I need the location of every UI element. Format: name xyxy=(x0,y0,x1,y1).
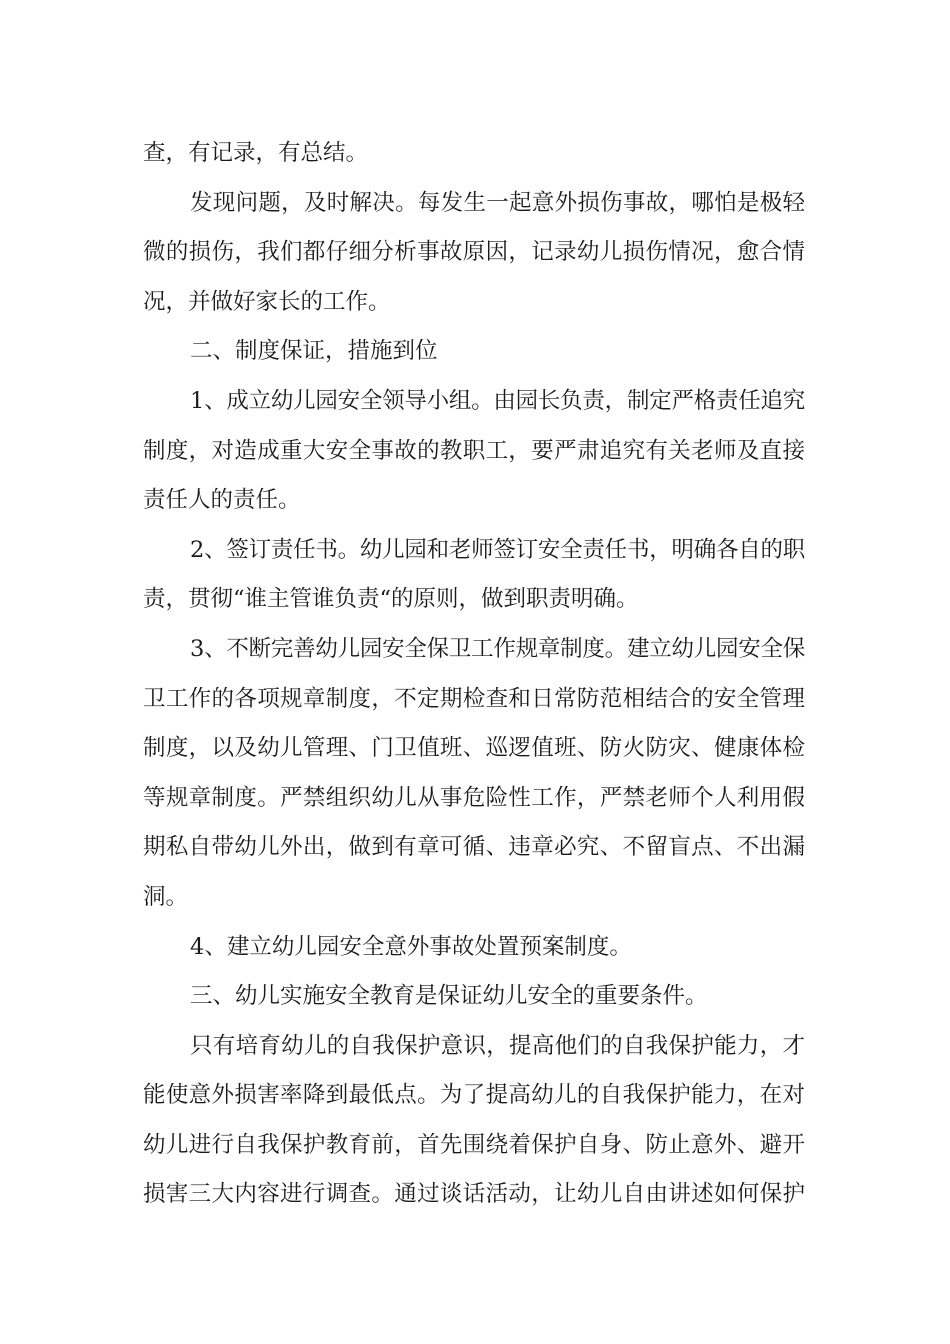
text-line: 2、签订责任书。幼儿园和老师签订安全责任书，明确各自的职 xyxy=(190,536,805,563)
text-line: 等规章制度。严禁组织幼儿从事危险性工作，严禁老师个人利用假 xyxy=(143,784,805,811)
text-line: 微的损伤，我们都仔细分析事故原因，记录幼儿损伤情况，愈合情 xyxy=(143,239,805,266)
text-line: 损害三大内容进行调查。通过谈话活动，让幼儿自由讲述如何保护 xyxy=(143,1181,805,1208)
text-line: 制度，对造成重大安全事故的教职工，要严肃追究有关老师及直接 xyxy=(143,437,805,464)
text-line: 4、建立幼儿园安全意外事故处置预案制度。 xyxy=(190,933,632,960)
text-line: 查，有记录，有总结。 xyxy=(143,140,369,166)
text-line: 发现问题，及时解决。每发生一起意外损伤事故，哪怕是极轻 xyxy=(190,189,805,216)
text-line: 1、成立幼儿园安全领导小组。由园长负责，制定严格责任追究 xyxy=(190,387,805,414)
text-line: 3、不断完善幼儿园安全保卫工作规章制度。建立幼儿园安全保 xyxy=(190,635,805,662)
text-line: 责，贯彻“谁主管谁负责“的原则，做到职责明确。 xyxy=(143,586,639,613)
text-line: 只有培育幼儿的自我保护意识，提高他们的自我保护能力，才 xyxy=(190,1032,805,1059)
document-body xyxy=(143,129,805,1220)
text-line: 责任人的责任。 xyxy=(143,487,301,514)
text-line: 卫工作的各项规章制度，不定期检查和日常防范相结合的安全管理 xyxy=(143,685,805,712)
section-heading: 三、幼儿实施安全教育是保证幼儿安全的重要条件。 xyxy=(190,983,708,1010)
section-heading: 二、制度保证，措施到位 xyxy=(190,338,438,365)
text-line: 制度，以及幼儿管理、门卫值班、巡逻值班、防火防灾、健康体检 xyxy=(143,735,805,762)
text-line: 幼儿进行自我保护教育前，首先围绕着保护自身、防止意外、避开 xyxy=(143,1131,805,1158)
text-line: 洞。 xyxy=(143,883,189,910)
text-line: 况，并做好家长的工作。 xyxy=(143,288,391,315)
text-line: 期私自带幼儿外出，做到有章可循、违章必究、不留盲点、不出漏 xyxy=(143,834,805,861)
text-line: 能使意外损害率降到最低点。为了提高幼儿的自我保护能力，在对 xyxy=(143,1082,805,1109)
